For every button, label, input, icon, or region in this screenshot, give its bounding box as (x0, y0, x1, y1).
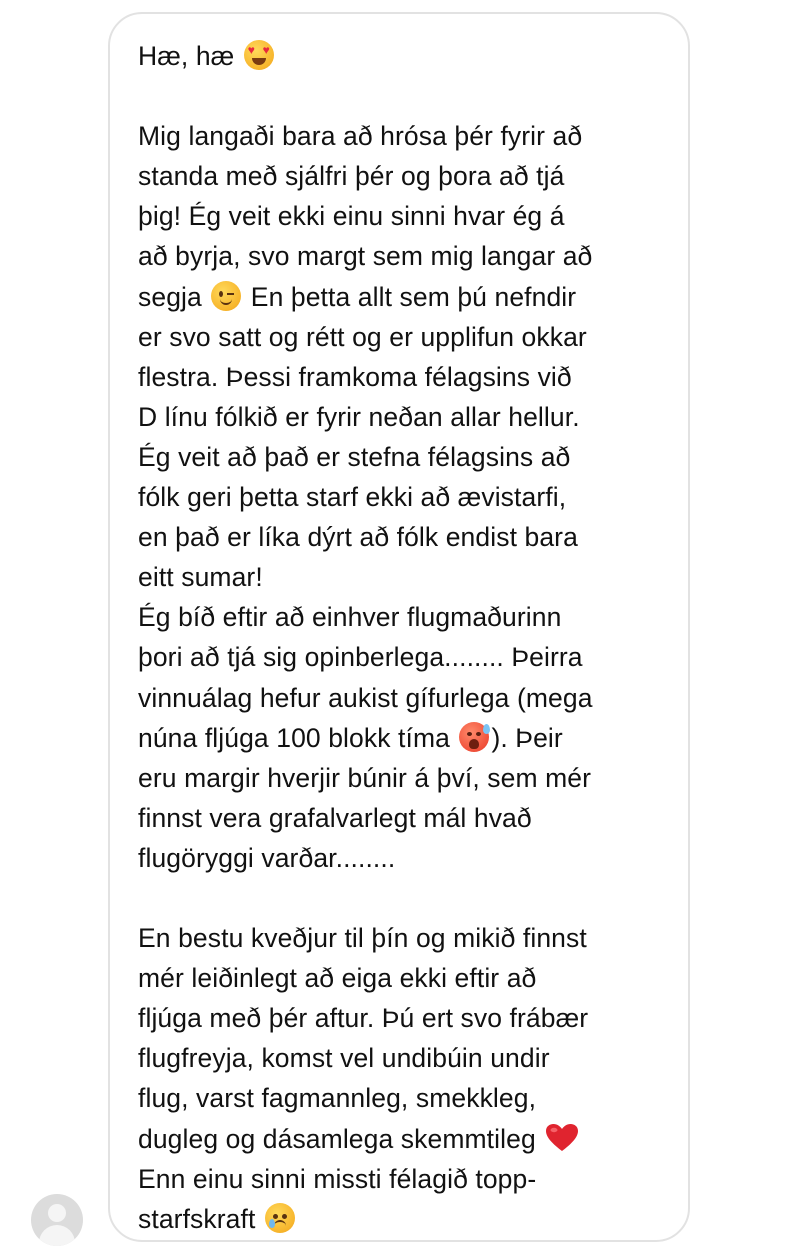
message-line: En bestu kveðjur til þín og mikið finnst (138, 923, 587, 954)
message-line: flugfreyja, komst vel undibúin undir (138, 1043, 550, 1074)
message-line-blank (138, 878, 668, 918)
message-line: starfskraft (138, 1199, 668, 1239)
hot-face-emoji-icon (459, 722, 489, 752)
message-line: þig! Ég veit ekki einu sinni hvar ég á (138, 201, 565, 232)
message-line: fólk geri þetta starf ekki að ævistarfi, (138, 482, 567, 513)
avatar-head-shape (48, 1204, 66, 1222)
message-line: finnst vera grafalvarlegt mál hvað (138, 802, 532, 833)
message-line: Ég veit að það er stefna félagsins að (138, 441, 571, 472)
message-line: flugöryggi varðar........ (138, 842, 396, 873)
message-line: standa með sjálfri þér og þora að tjá (138, 161, 565, 192)
message-line: núna fljúga 100 blokk tíma ). Þeir (138, 722, 563, 753)
avatar-body-shape (39, 1225, 75, 1246)
sender-avatar[interactable] (31, 1194, 83, 1246)
message-line: vinnuálag hefur aukist gífurlega (mega (138, 682, 593, 713)
message-line: Hæ, hæ ♥ ♥ (138, 36, 668, 76)
message-line: segja En þetta allt sem þú nefndir (138, 281, 577, 312)
message-line: mér leiðinlegt að eiga ekki eftir að (138, 963, 537, 994)
message-line: D línu fólkið er fyrir neðan allar hellur. (138, 401, 580, 432)
message-line: flestra. Þessi framkoma félagsins við (138, 361, 572, 392)
heart-eyes-emoji-icon (244, 40, 274, 70)
message-line: en það er líka dýrt að fólk endist bara (138, 522, 578, 553)
message-line-blank (138, 76, 668, 116)
message-line: Mig langaði bara að hrósa þér fyrir að (138, 121, 583, 152)
message-text (138, 36, 668, 1239)
red-heart-icon (545, 1123, 579, 1153)
message-line: að byrja, svo margt sem mig langar að (138, 241, 593, 272)
message-line: Enn einu sinni missti félagið topp- (138, 1163, 537, 1194)
message-line: flug, varst fagmannleg, smekkleg, (138, 1083, 537, 1114)
message-line: eitt sumar! (138, 562, 263, 593)
message-line: dugleg og dásamlega skemmtileg (138, 1119, 668, 1159)
message-line: eru margir hverjir búnir á því, sem mér (138, 762, 592, 793)
crying-face-emoji-icon (265, 1203, 295, 1233)
wink-emoji-icon (211, 281, 241, 311)
message-line: fljúga með þér aftur. Þú ert svo frábær (138, 1003, 589, 1034)
message-line: er svo satt og rétt og er upplifun okkar (138, 321, 587, 352)
message-line: þori að tjá sig opinberlega........ Þeirra (138, 642, 583, 673)
message-line: Ég bíð eftir að einhver flugmaðurinn (138, 602, 562, 633)
